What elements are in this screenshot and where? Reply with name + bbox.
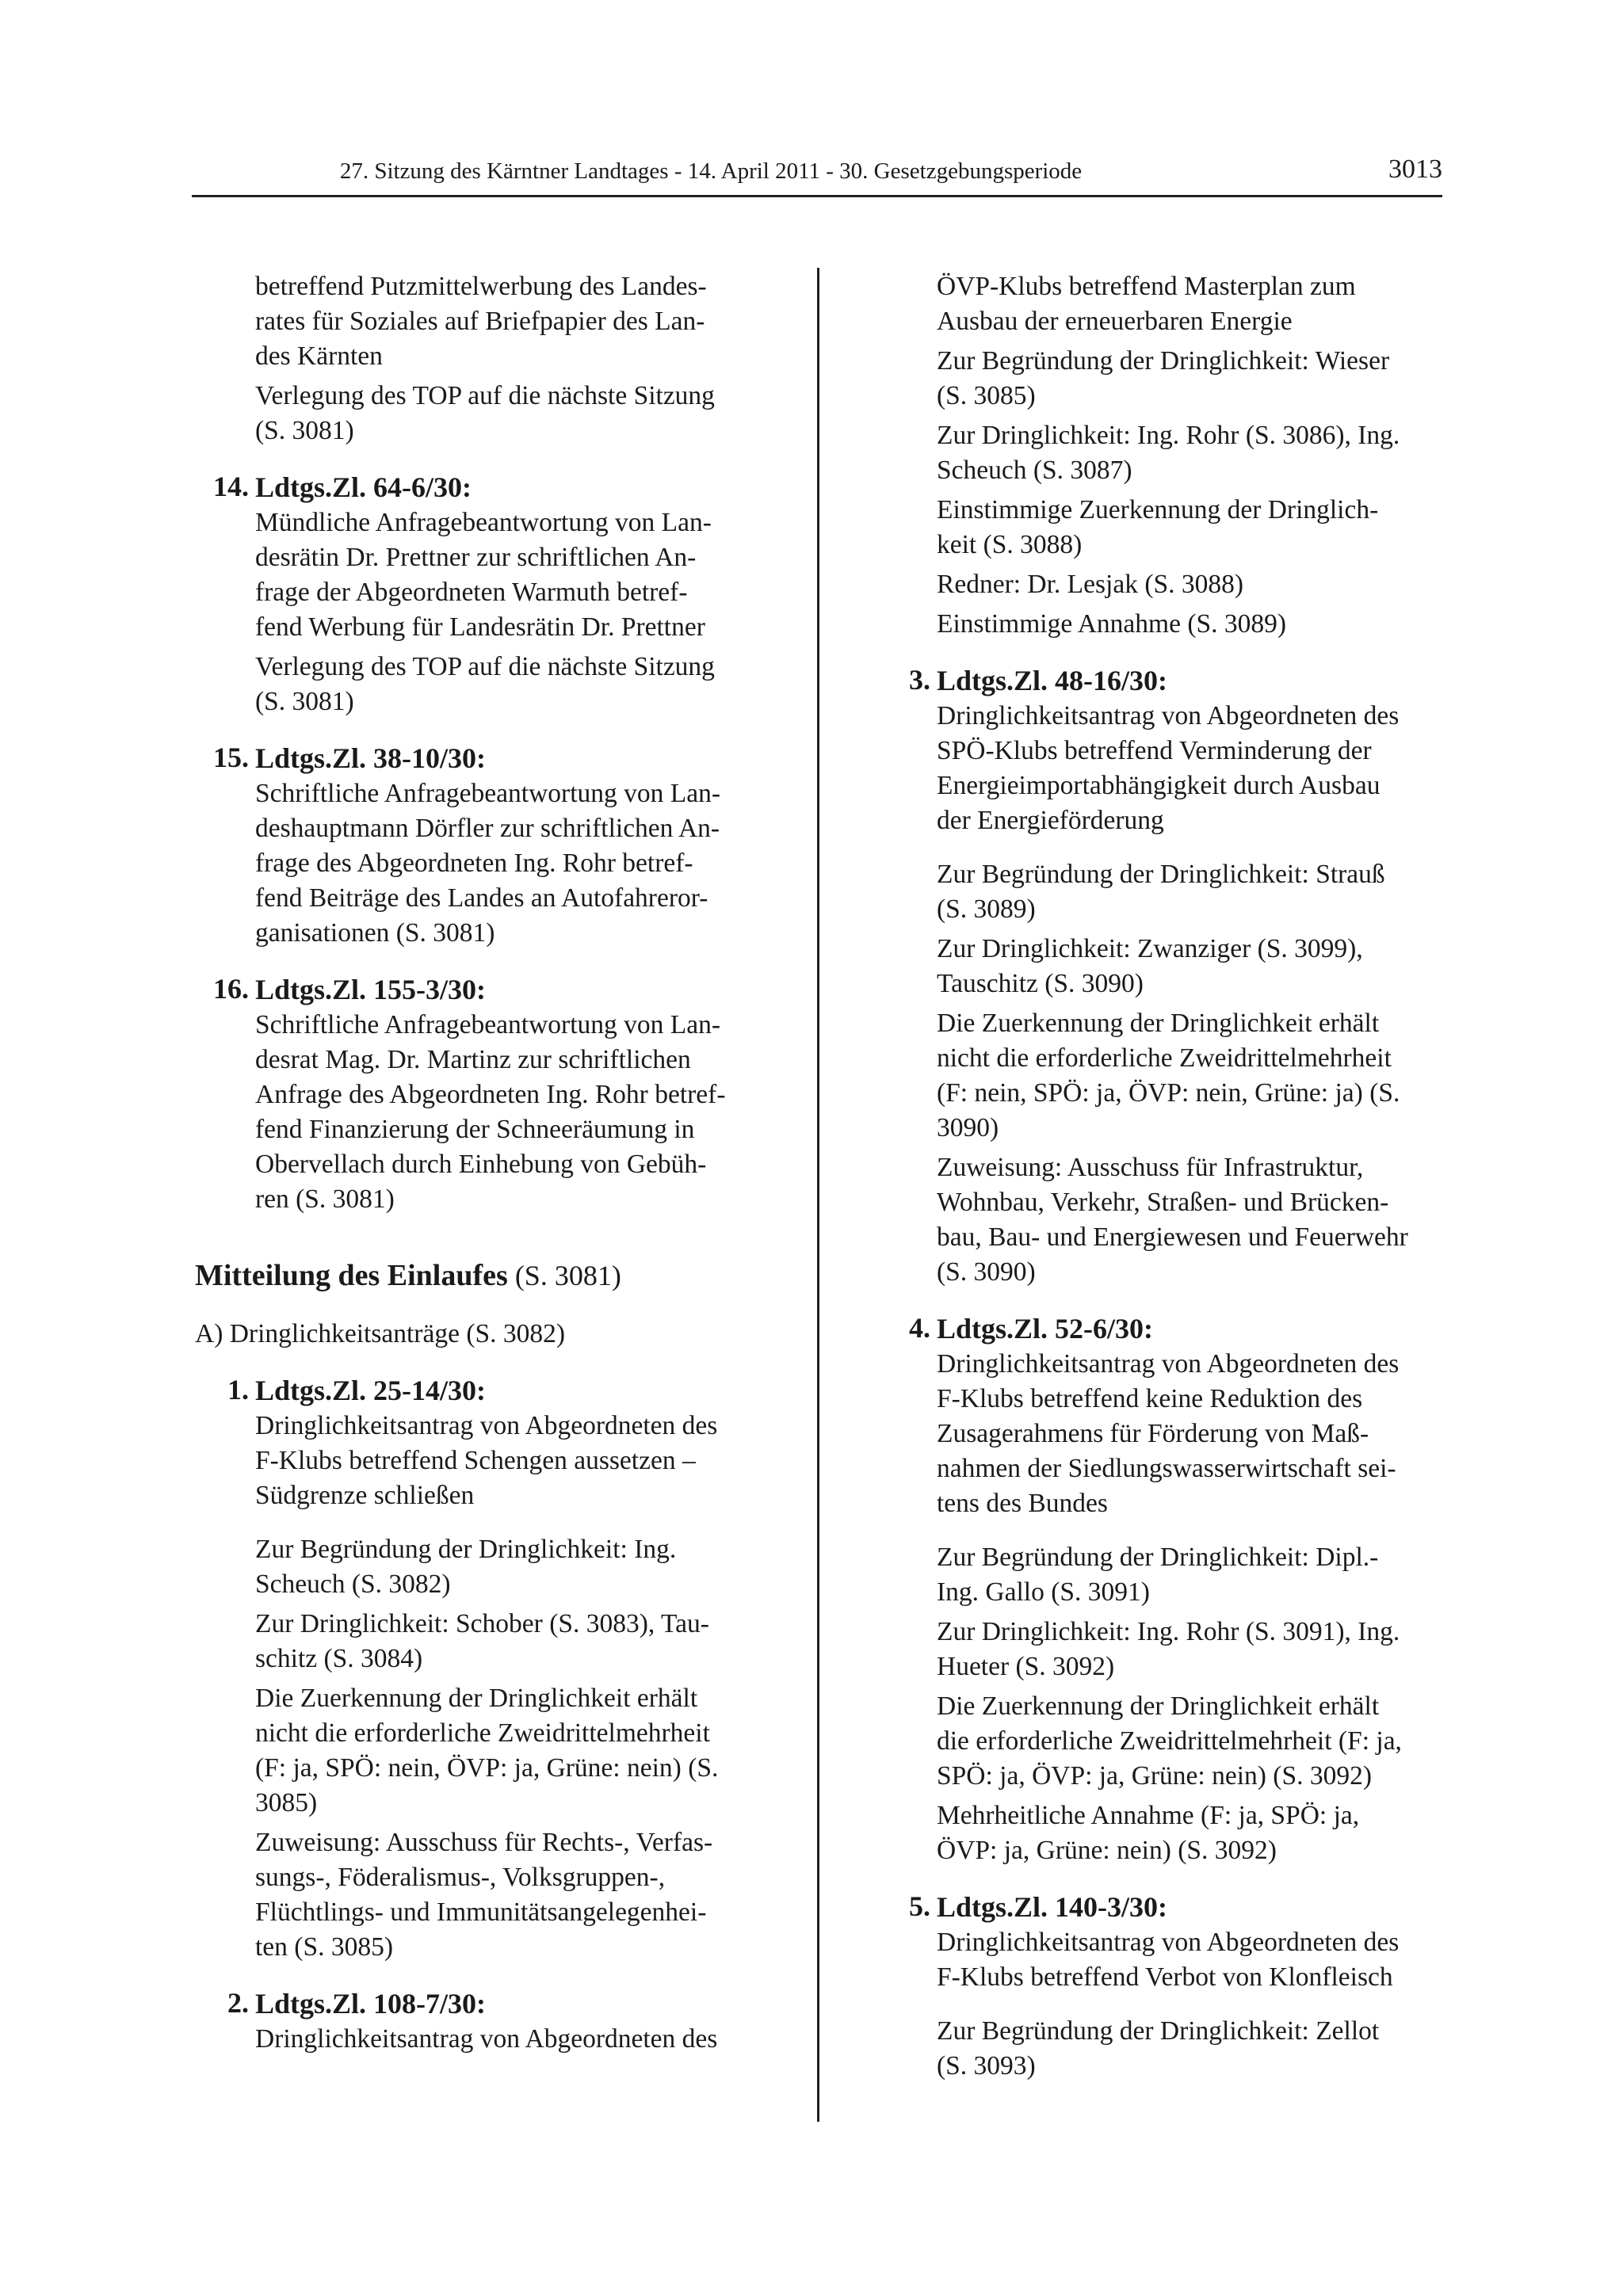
- entry-text: betreffend Putzmittelwerbung des Landes- rates für Soziales auf Briefpapier des Lan- des Kärnten: [255, 272, 707, 371]
- item-heading: Ldtgs.Zl. 25-14/30:: [255, 1375, 487, 1406]
- item-description: Mündliche Anfragebeantwortung von Lan- desrätin Dr. Prettner zur schriftlichen An- frage der Abgeordneten Warmuth betref- fend Werbung für Landesrätin Dr. Prettner: [255, 508, 712, 642]
- urgent-motion-5: 5. Ldtgs.Zl. 140-3/30: Dringlichkeitsantrag von Abgeordneten des F-Klubs betreffend Verbot von Klonfleisch Zur Begründung der Dringlichkeit: Zellot (S. 3093): [900, 1889, 1441, 2084]
- urgency-justification: Zur Begründung der Dringlichkeit: Ing. Scheuch (S. 3082): [255, 1535, 677, 1599]
- urgency-speakers: Zur Dringlichkeit: Ing. Rohr (S. 3091), Ing. Hueter (S. 3092): [937, 1617, 1400, 1681]
- urgency-justification: Zur Begründung der Dringlichkeit: Zellot (S. 3093): [937, 2016, 1380, 2081]
- urgency-justification: Zur Begründung der Dringlichkeit: Strauß (S. 3089): [937, 860, 1385, 924]
- agenda-item-16: 16. Ldtgs.Zl. 155-3/30: Schriftliche Anfragebeantwortung von Lan- desrat Mag. Dr. Martinz zur schriftlichen Anfrage des Abgeordneten Ing. Rohr betref- fend Finanzierung der Schneeräumung in Obervellach durch Einhebung von Gebüh- ren (S. 3081): [195, 971, 788, 1217]
- section-heading: Mitteilung des Einlaufes (S. 3081): [195, 1259, 621, 1292]
- urgency-vote: Die Zuerkennung der Dringlichkeit erhält nicht die erforderliche Zweidrittelmehrheit (F: nein, SPÖ: ja, ÖVP: nein, Grüne: ja) (S. 3090): [937, 1009, 1400, 1142]
- item-description: Dringlichkeitsantrag von Abgeordneten des SPÖ-Klubs betreffend Verminderung der Energieimportabhängigkeit durch Ausbau der Energieförderung: [937, 701, 1400, 835]
- urgency-vote: Die Zuerkennung der Dringlichkeit erhält die erforderliche Zweidrittelmehrheit (F: ja, SPÖ: ja, ÖVP: ja, Grüne: nein) (S. 3092): [937, 1691, 1402, 1791]
- item-description: Dringlichkeitsantrag von Abgeordneten des F-Klubs betreffend Schengen aussetzen – Südgrenze schließen: [255, 1411, 718, 1510]
- entry-status: Verlegung des TOP auf die nächste Sitzung (S. 3081): [255, 381, 715, 445]
- urgency-justification: Zur Begründung der Dringlichkeit: Wieser (S. 3085): [937, 346, 1390, 410]
- continued-entry: [937, 269, 1441, 642]
- item-description: Dringlichkeitsantrag von Abgeordneten des F-Klubs betreffend keine Reduktion des Zusagerahmens für Förderung von Maß- nahmen der Siedlungswasserwirtschaft sei- tens des Bundes: [937, 1349, 1400, 1518]
- item-description: Schriftliche Anfragebeantwortung von Lan- deshauptmann Dörfler zur schriftlichen An- frage des Abgeordneten Ing. Rohr betref- fend Beiträge des Landes an Autofahreror- ganisationen (S. 3081): [255, 779, 720, 948]
- page-number: 3013: [1388, 154, 1442, 184]
- entry-text: ÖVP-Klubs betreffend Masterplan zum Ausbau der erneuerbaren Energie: [937, 272, 1356, 336]
- agenda-item-14: 14. Ldtgs.Zl. 64-6/30: Mündliche Anfragebeantwortung von Lan- desrätin Dr. Prettner zur schriftlichen An- frage der Abgeordneten Warmuth betref- fend Werbung für Landesrätin Dr. Prettner Verlegung des TOP auf die nächste Sitzung (S. 3081): [195, 469, 788, 719]
- item-heading: Ldtgs.Zl. 140-3/30:: [937, 1891, 1168, 1923]
- item-description: Dringlichkeitsantrag von Abgeordneten des F-Klubs betreffend Verbot von Klonfleisch: [937, 1928, 1400, 1992]
- vote-result: Einstimmige Annahme (S. 3089): [937, 609, 1287, 639]
- speakers: Redner: Dr. Lesjak (S. 3088): [937, 570, 1244, 599]
- urgent-motion-4: 4. Ldtgs.Zl. 52-6/30: Dringlichkeitsantrag von Abgeordneten des F-Klubs betreffend keine Reduktion des Zusagerahmens für Förderung von Maß- nahmen der Siedlungswasserwirtschaft sei- tens des Bundes Zur Begründung der Dringlichkeit: Dipl.- Ing. Gallo (S. 3091) Zur Dringlichkeit: Ing. Rohr (S. 3091), Ing. Hueter (S. 3092) Die Zuerkennung der Dringlichkeit erhält die erforderliche Zweidrittelmehrheit (F: ja, SPÖ: ja, ÖVP: ja, Grüne: nein) (S. 3092) Mehrheitliche Annahme (F: ja, SPÖ: ja, ÖVP: ja, Grüne: nein) (S. 3092): [900, 1310, 1441, 1868]
- urgency-vote: Die Zuerkennung der Dringlichkeit erhält nicht die erforderliche Zweidrittelmehrheit (F: ja, SPÖ: nein, ÖVP: ja, Grüne: nein) (S. 3085): [255, 1684, 719, 1817]
- left-column: [195, 269, 788, 2061]
- item-heading: Ldtgs.Zl. 64-6/30:: [255, 471, 472, 503]
- item-description: Dringlichkeitsantrag von Abgeordneten des: [255, 2024, 718, 2054]
- urgency-speakers: Zur Dringlichkeit: Schober (S. 3083), Tau- schitz (S. 3084): [255, 1609, 709, 1673]
- page-header: [192, 155, 1442, 197]
- right-column: [900, 269, 1441, 2088]
- assignment: Zuweisung: Ausschuss für Infrastruktur, Wohnbau, Verkehr, Straßen- und Brücken- bau, Bau- und Energiewesen und Feuerwehr (S. 3090): [937, 1153, 1408, 1287]
- urgency-speakers: Zur Dringlichkeit: Zwanziger (S. 3099), Tauschitz (S. 3090): [937, 934, 1363, 998]
- continued-entry: [255, 269, 788, 448]
- urgency-speakers: Zur Dringlichkeit: Ing. Rohr (S. 3086), Ing. Scheuch (S. 3087): [937, 421, 1400, 485]
- vote-result: Mehrheitliche Annahme (F: ja, SPÖ: ja, ÖVP: ja, Grüne: nein) (S. 3092): [937, 1801, 1360, 1865]
- item-heading: Ldtgs.Zl. 48-16/30:: [937, 665, 1168, 696]
- subsection-heading: A) Dringlichkeitsanträge (S. 3082): [195, 1319, 566, 1348]
- urgency-vote: Einstimmige Zuerkennung der Dringlich- keit (S. 3088): [937, 495, 1379, 559]
- item-heading: Ldtgs.Zl. 108-7/30:: [255, 1988, 487, 2019]
- item-heading: Ldtgs.Zl. 52-6/30:: [937, 1313, 1154, 1344]
- item-heading: Ldtgs.Zl. 38-10/30:: [255, 742, 487, 774]
- agenda-item-15: 15. Ldtgs.Zl. 38-10/30: Schriftliche Anfragebeantwortung von Lan- deshauptmann Dörfler zur schriftlichen An- frage des Abgeordneten Ing. Rohr betref- fend Beiträge des Landes an Autofahreror- ganisationen (S. 3081): [195, 740, 788, 951]
- urgent-motion-3: 3. Ldtgs.Zl. 48-16/30: Dringlichkeitsantrag von Abgeordneten des SPÖ-Klubs betreffend Verminderung der Energieimportabhängigkeit durch Ausbau der Energieförderung Zur Begründung der Dringlichkeit: Strauß (S. 3089) Zur Dringlichkeit: Zwanziger (S. 3099), Tauschitz (S. 3090) Die Zuerkennung der Dringlichkeit erhält nicht die erforderliche Zweidrittelmehrheit (F: nein, SPÖ: ja, ÖVP: nein, Grüne: ja) (S. 3090) Zuweisung: Ausschuss für Infrastruktur, Wohnbau, Verkehr, Straßen- und Brücken- bau, Bau- und Energiewesen und Feuerwehr (S. 3090): [900, 662, 1441, 1290]
- urgent-motion-1: 1. Ldtgs.Zl. 25-14/30: Dringlichkeitsantrag von Abgeordneten des F-Klubs betreffend Schengen aussetzen – Südgrenze schließen Zur Begründung der Dringlichkeit: Ing. Scheuch (S. 3082) Zur Dringlichkeit: Schober (S. 3083), Tau- schitz (S. 3084) Die Zuerkennung der Dringlichkeit erhält nicht die erforderliche Zweidrittelmehrheit (F: ja, SPÖ: nein, ÖVP: ja, Grüne: nein) (S. 3085) Zuweisung: Ausschuss für Rechts-, Verfas- sungs-, Föderalismus-, Volksgruppen-, Flüchtlings- und Immunitätsangelegenhei- ten (S. 3085): [195, 1372, 788, 1965]
- item-description: Schriftliche Anfragebeantwortung von Lan- desrat Mag. Dr. Martinz zur schriftlichen Anfrage des Abgeordneten Ing. Rohr betref- fend Finanzierung der Schneeräumung in Obervellach durch Einhebung von Gebüh- ren (S. 3081): [255, 1010, 726, 1214]
- item-status: Verlegung des TOP auf die nächste Sitzung (S. 3081): [255, 652, 715, 716]
- item-heading: Ldtgs.Zl. 155-3/30:: [255, 974, 487, 1005]
- urgent-motion-2: 2. Ldtgs.Zl. 108-7/30: Dringlichkeitsantrag von Abgeordneten des: [195, 1985, 788, 2057]
- column-divider: [817, 268, 819, 2122]
- header-title: 27. Sitzung des Kärntner Landtages - 14. April 2011 - 30. Gesetzgebungsperiode: [339, 158, 1083, 184]
- urgency-justification: Zur Begründung der Dringlichkeit: Dipl.- Ing. Gallo (S. 3091): [937, 1543, 1379, 1607]
- assignment: Zuweisung: Ausschuss für Rechts-, Verfas- sungs-, Föderalismus-, Volksgruppen-, Flüchtlings- und Immunitätsangelegenhei- ten (S. 3085): [255, 1828, 713, 1962]
